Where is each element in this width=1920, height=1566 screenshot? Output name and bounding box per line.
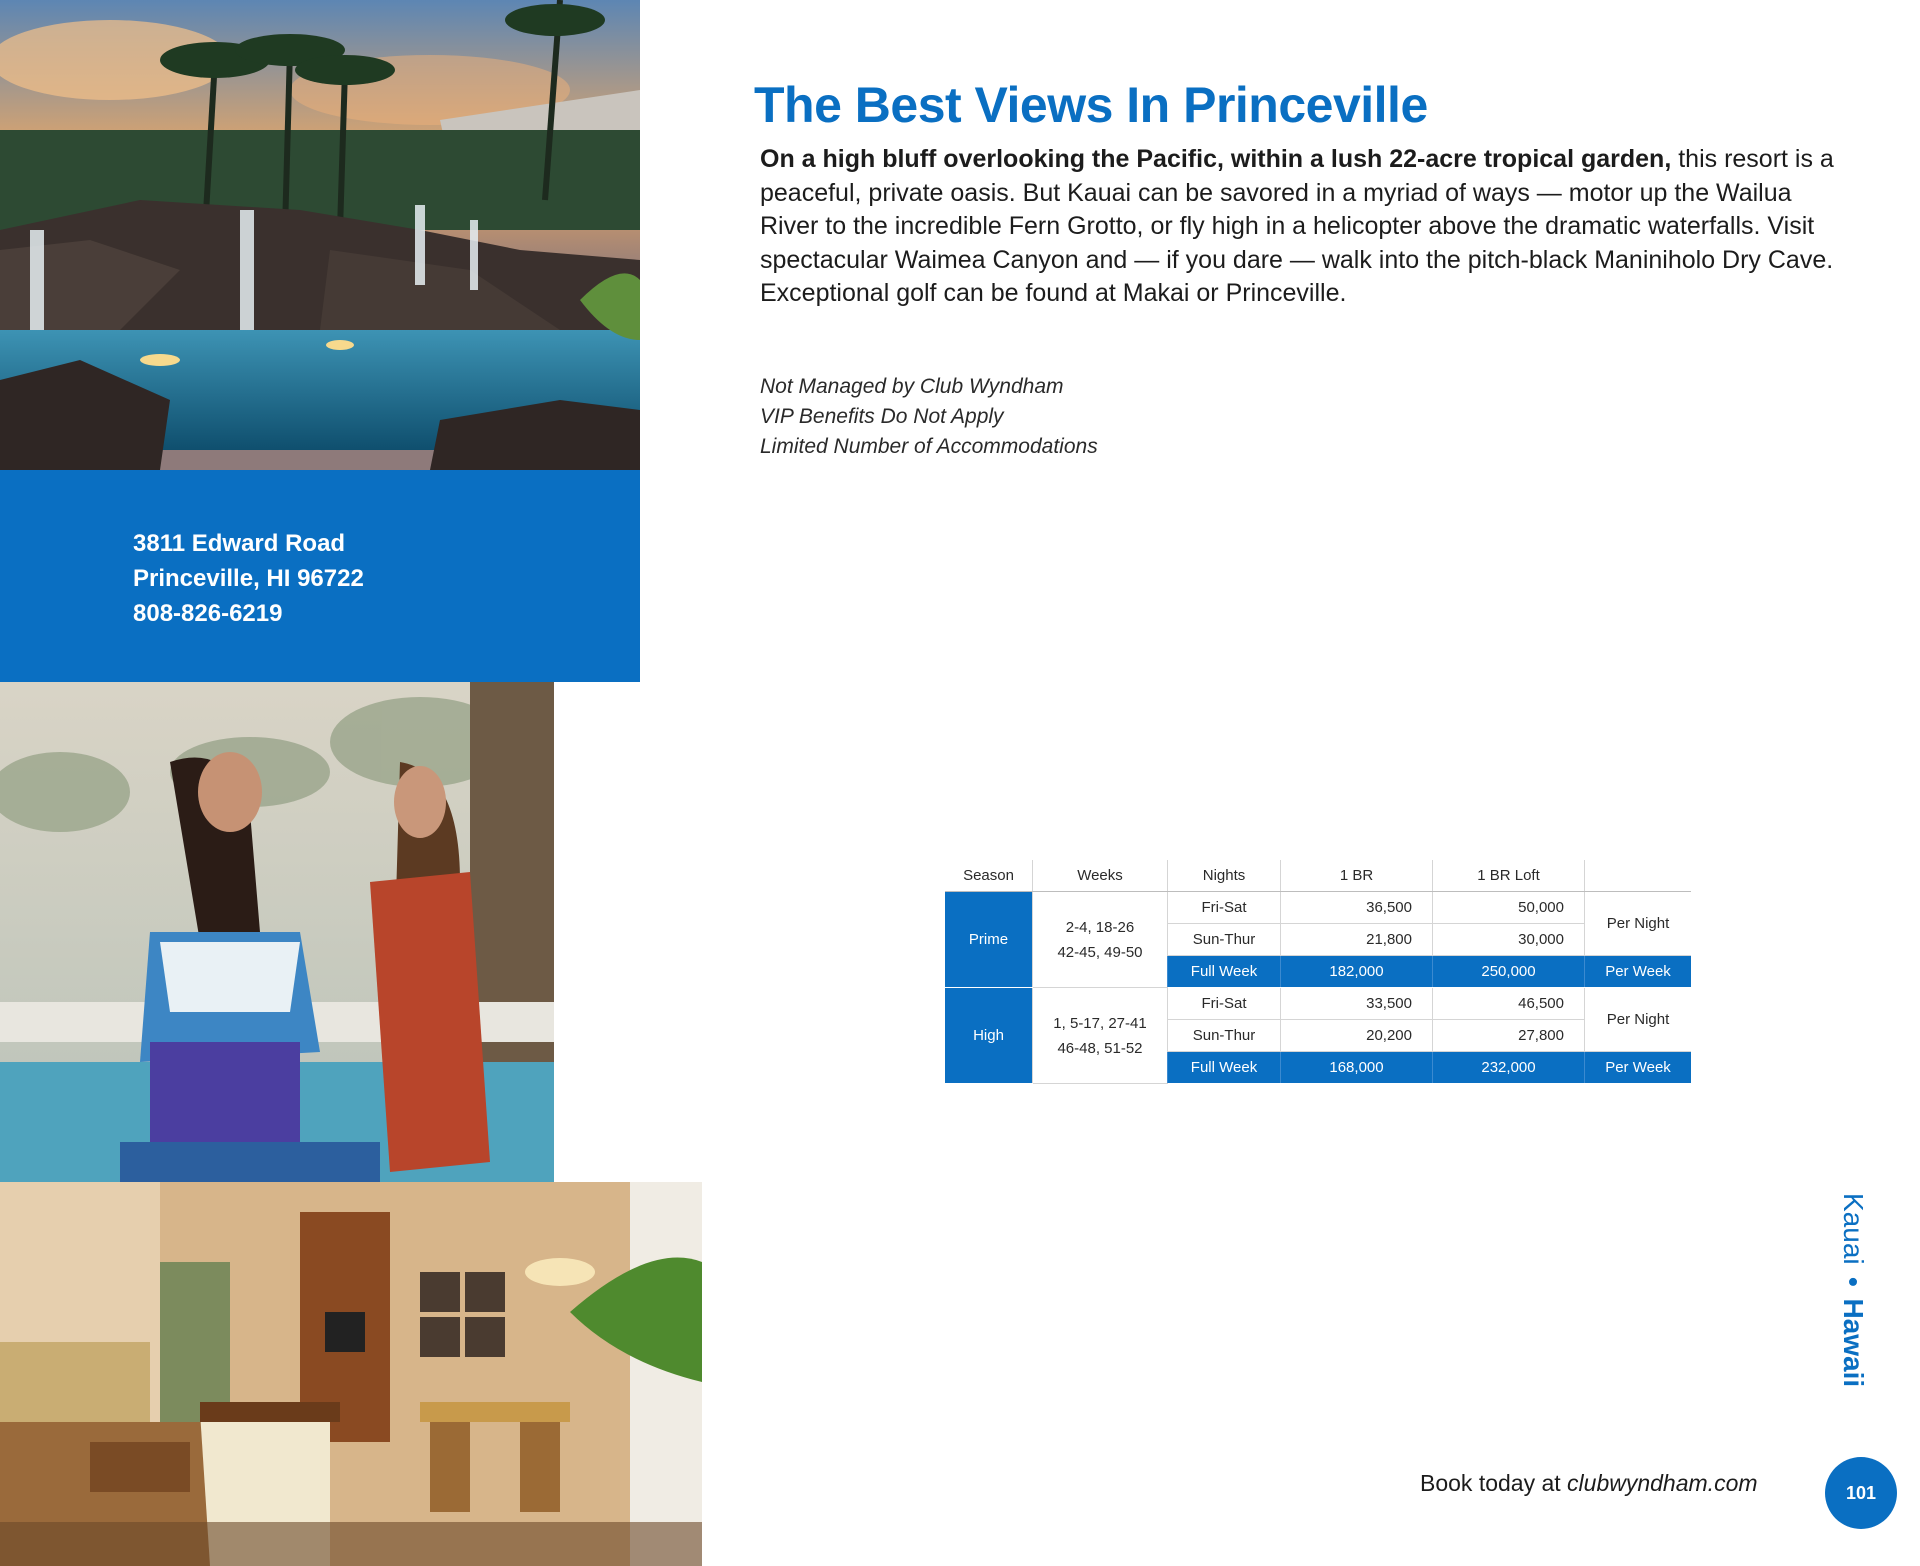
- note-vip-benefits: VIP Benefits Do Not Apply: [760, 405, 1004, 428]
- points-1br: 33,500: [1281, 988, 1433, 1020]
- points-1br: 21,800: [1281, 924, 1433, 956]
- points-1br-loft: 232,000: [1433, 1052, 1585, 1084]
- season-high: High: [945, 988, 1033, 1084]
- region-label: Hawaii: [1838, 1298, 1869, 1388]
- booking-line: [1420, 1470, 1758, 1497]
- header-1br: 1 BR: [1281, 860, 1433, 892]
- table-header-row: [945, 860, 1691, 892]
- nights-cell: Fri-Sat: [1168, 892, 1281, 924]
- intro-paragraph: [760, 143, 1840, 311]
- header-1br-loft: 1 BR Loft: [1433, 860, 1585, 892]
- header-unit: [1585, 860, 1692, 892]
- points-table: [945, 860, 1691, 1084]
- points-1br-loft: 46,500: [1433, 988, 1585, 1020]
- resort-waterfall-pool-photo: [0, 0, 640, 470]
- separator-dot: •: [1838, 1276, 1869, 1287]
- points-1br-loft: 250,000: [1433, 956, 1585, 988]
- unit-per-week: Per Week: [1585, 1052, 1692, 1084]
- page-number-badge: [1825, 1457, 1897, 1529]
- resort-notes: [760, 372, 1098, 462]
- weeks-high: [1033, 988, 1168, 1084]
- unit-per-night: Per Night: [1585, 892, 1692, 956]
- table-row: [945, 892, 1691, 924]
- intro-body: this resort is a peaceful, private oasis. But Kauai can be savored in a myriad of ways — motor up the Wailua River to the incredible Fern Grotto, or fly high in a helicopter above the dramatic waterfalls. Visit spectacular Waimea Canyon and — if you dare — walk into the pitch-black Maniniholo Dry Cave. Exceptional golf can be found at Makai or Princeville.: [760, 145, 1834, 307]
- weeks-prime-line1: 2-4, 18-26: [1065, 918, 1135, 936]
- nights-cell: Sun-Thur: [1168, 1020, 1281, 1052]
- unit-per-night: Per Night: [1585, 988, 1692, 1052]
- booking-text: Book today at: [1420, 1470, 1568, 1496]
- points-1br-loft: 30,000: [1433, 924, 1585, 956]
- points-1br: 168,000: [1281, 1052, 1433, 1084]
- address-city: Princeville, HI 96722: [133, 565, 364, 592]
- weeks-high-line1: 1, 5-17, 27-41: [1053, 1014, 1147, 1032]
- weeks-prime: [1033, 892, 1168, 988]
- website-link[interactable]: clubwyndham.com: [1567, 1470, 1758, 1496]
- resort-address: [133, 526, 364, 631]
- points-1br-loft: 27,800: [1433, 1020, 1585, 1052]
- season-prime: Prime: [945, 892, 1033, 988]
- nights-cell: Full Week: [1168, 956, 1281, 988]
- note-not-managed: Not Managed by Club Wyndham: [760, 375, 1064, 398]
- women-poolside-photo: [0, 682, 554, 1182]
- table-row: [945, 988, 1691, 1020]
- address-street: 3811 Edward Road: [133, 530, 346, 557]
- intro-lead: On a high bluff overlooking the Pacific, within a lush 22-acre tropical garden,: [760, 145, 1672, 173]
- nights-cell: Fri-Sat: [1168, 988, 1281, 1020]
- weeks-high-line2: 46-48, 51-52: [1057, 1039, 1143, 1057]
- weeks-prime-line2: 42-45, 49-50: [1057, 943, 1143, 961]
- location-side-label: [1838, 1193, 1868, 1387]
- living-room-photo: [0, 1182, 702, 1566]
- unit-per-week: Per Week: [1585, 956, 1692, 988]
- address-phone[interactable]: 808-826-6219: [133, 600, 283, 627]
- note-limited-accommodations: Limited Number of Accommodations: [760, 435, 1098, 458]
- address-panel: [0, 470, 640, 682]
- points-1br: 20,200: [1281, 1020, 1433, 1052]
- island-label: Kauai: [1838, 1193, 1869, 1265]
- header-season: Season: [945, 860, 1033, 892]
- header-nights: Nights: [1168, 860, 1281, 892]
- points-1br: 182,000: [1281, 956, 1433, 988]
- points-1br: 36,500: [1281, 892, 1433, 924]
- points-1br-loft: 50,000: [1433, 892, 1585, 924]
- nights-cell: Sun-Thur: [1168, 924, 1281, 956]
- page-title: The Best Views In Princeville: [754, 77, 1428, 133]
- header-weeks: Weeks: [1033, 860, 1168, 892]
- page-number: 101: [1845, 1482, 1877, 1503]
- nights-cell: Full Week: [1168, 1052, 1281, 1084]
